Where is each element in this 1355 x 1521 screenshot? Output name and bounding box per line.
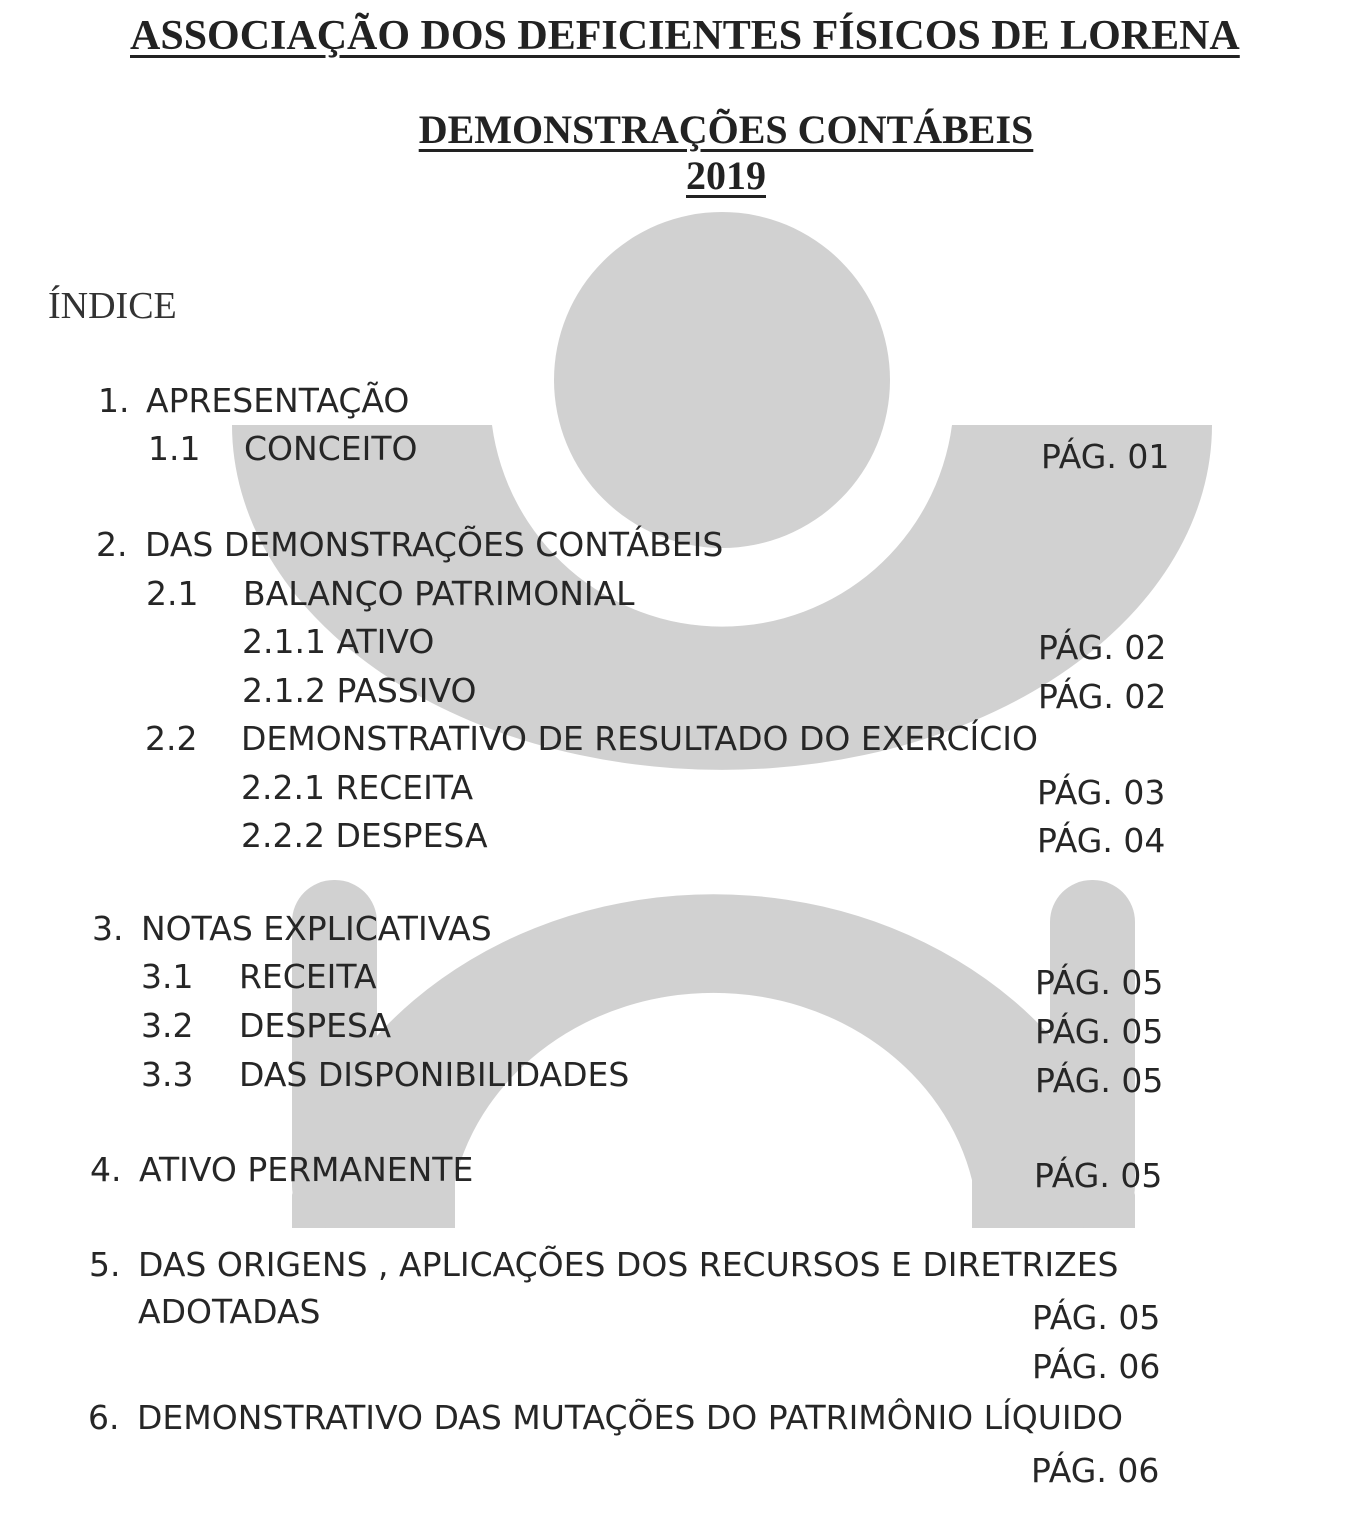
toc-section-4-page: PÁG. 05 xyxy=(1034,1156,1163,1195)
toc-section-6-page: PÁG. 06 xyxy=(1031,1451,1160,1490)
toc-section-5-label: DAS ORIGENS , APLICAÇÕES DOS RECURSOS E DIRETRIZES xyxy=(138,1245,1119,1284)
toc-section-2-number: 2. xyxy=(96,525,128,564)
toc-section-3-3-number: 3.3 xyxy=(141,1055,194,1094)
toc-section-2-label: DAS DEMONSTRAÇÕES CONTÁBEIS xyxy=(145,525,724,564)
toc-section-6-number: 6. xyxy=(88,1398,120,1437)
toc-section-5-page: PÁG. 05 xyxy=(1032,1298,1161,1337)
toc-section-5-label-line2: ADOTADAS xyxy=(138,1292,321,1331)
toc-section-3-1-label: RECEITA xyxy=(239,957,377,996)
toc-section-3-2-page: PÁG. 05 xyxy=(1035,1012,1164,1051)
toc-section-4-number: 4. xyxy=(90,1150,122,1189)
toc-section-3-2-number: 3.2 xyxy=(141,1006,194,1045)
toc-section-2-2-1-label: 2.2.1 RECEITA xyxy=(241,768,474,807)
toc-section-2-2-2-page: PÁG. 04 xyxy=(1037,821,1166,860)
toc-section-3-3-label: DAS DISPONIBILIDADES xyxy=(239,1055,630,1094)
toc-section-2-2-number: 2.2 xyxy=(145,719,198,758)
document-title: DEMONSTRAÇÕES CONTÁBEIS xyxy=(418,107,1034,152)
toc-section-3-1-number: 3.1 xyxy=(141,957,194,996)
toc-section-2-1-2-label: 2.1.2 PASSIVO xyxy=(242,671,477,710)
index-heading: ÍNDICE xyxy=(48,285,177,327)
toc-section-3-1-page: PÁG. 05 xyxy=(1035,963,1164,1002)
toc-section-3-3-page: PÁG. 05 xyxy=(1035,1061,1164,1100)
toc-section-2-2-2-label: 2.2.2 DESPESA xyxy=(241,816,488,855)
toc-section-2-1-1-label: 2.1.1 ATIVO xyxy=(242,622,435,661)
toc-section-3-label: NOTAS EXPLICATIVAS xyxy=(141,909,492,948)
toc-section-5-page-2: PÁG. 06 xyxy=(1032,1347,1161,1386)
toc-section-1-1-number: 1.1 xyxy=(148,429,201,468)
toc-section-1-number: 1. xyxy=(98,381,130,420)
toc-section-2-1-1-page: PÁG. 02 xyxy=(1038,628,1167,667)
toc-section-1-1-page: PÁG. 01 xyxy=(1041,437,1170,476)
toc-section-3-number: 3. xyxy=(92,909,124,948)
document-year: 2019 xyxy=(686,153,766,198)
toc-section-2-2-label: DEMONSTRATIVO DE RESULTADO DO EXERCÍCIO xyxy=(241,719,1038,758)
toc-section-1-1-label: CONCEITO xyxy=(244,429,418,468)
toc-section-1-label: APRESENTAÇÃO xyxy=(146,381,410,420)
toc-section-2-2-1-page: PÁG. 03 xyxy=(1037,773,1166,812)
toc-section-5-number: 5. xyxy=(89,1245,121,1284)
watermark-logo-head xyxy=(554,212,890,548)
toc-section-3-2-label: DESPESA xyxy=(239,1006,392,1045)
toc-section-6-label: DEMONSTRATIVO DAS MUTAÇÕES DO PATRIMÔNIO LÍQUIDO xyxy=(137,1398,1124,1437)
toc-section-2-1-number: 2.1 xyxy=(146,574,199,613)
toc-section-2-1-label: BALANÇO PATRIMONIAL xyxy=(243,574,635,613)
toc-section-2-1-2-page: PÁG. 02 xyxy=(1038,677,1167,716)
toc-section-4-label: ATIVO PERMANENTE xyxy=(139,1150,474,1189)
association-title: ASSOCIAÇÃO DOS DEFICIENTES FÍSICOS DE LORENA xyxy=(130,13,1240,59)
